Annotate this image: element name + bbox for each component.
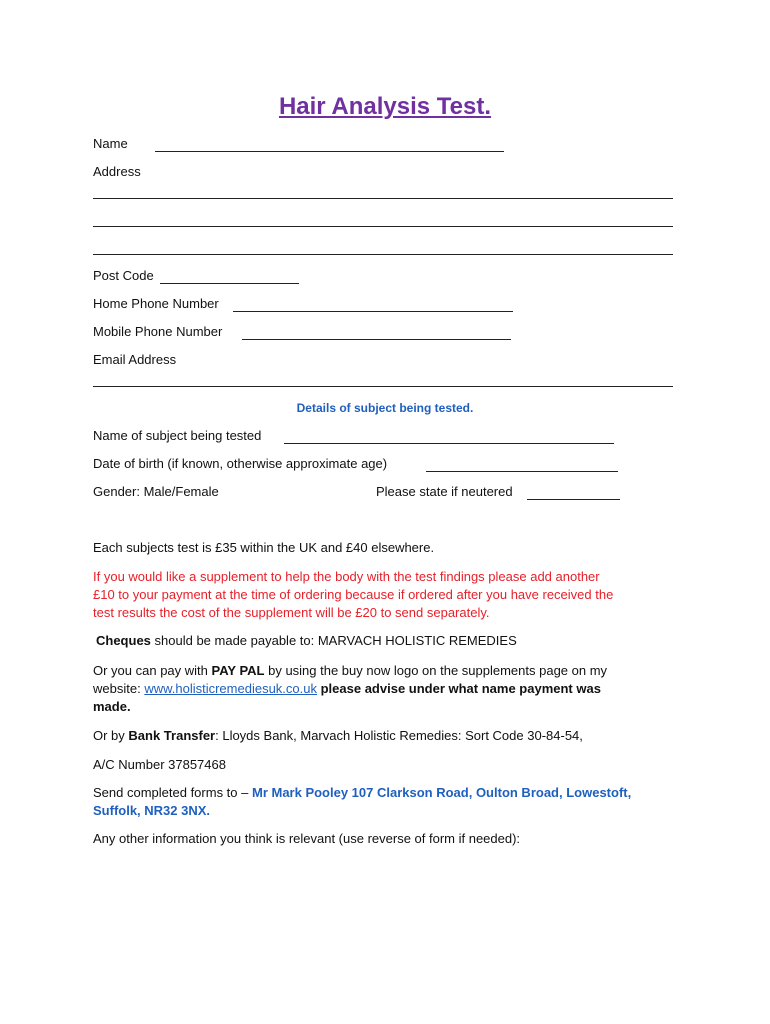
name-label: Name — [93, 136, 128, 151]
paypal-bold: PAY PAL — [211, 663, 265, 678]
bank-pre: Or by — [93, 728, 129, 743]
website-link[interactable]: www.holisticremediesuk.co.uk — [144, 681, 317, 696]
paypal-text — [93, 663, 607, 679]
bank-details: : Lloyds Bank, Marvach Holistic Remedies: Sort Code 30-84-54, — [215, 728, 583, 743]
postcode-label: Post Code — [93, 268, 154, 283]
page-title: Hair Analysis Test. — [278, 93, 492, 120]
address-label: Address — [93, 164, 141, 179]
send-forms-text — [93, 785, 631, 801]
paypal-pre: Or you can pay with — [93, 663, 212, 678]
neutered-label: Please state if neutered — [376, 484, 513, 499]
website-pre: website: — [93, 681, 145, 696]
mobile-phone-field-line[interactable] — [242, 339, 511, 340]
subject-heading: Details of subject being tested. — [296, 401, 474, 415]
email-label: Email Address — [93, 352, 177, 367]
cheques-payee: should be made payable to: MARVACH HOLISTIC REMEDIES — [150, 633, 517, 648]
gender-label: Gender: Male/Female — [93, 484, 219, 499]
website-text — [93, 681, 601, 697]
dob-label: Date of birth (if known, otherwise approximate age) — [93, 456, 388, 471]
home-phone-label: Home Phone Number — [93, 296, 219, 311]
dob-field-line[interactable] — [426, 471, 618, 472]
send-pre: Send completed forms to – — [93, 785, 252, 800]
cheques-bold: Cheques — [96, 633, 151, 648]
send-address-line-1: Mr Mark Pooley 107 Clarkson Road, Oulton Broad, Lowestoft, — [251, 785, 632, 800]
postcode-field-line[interactable] — [160, 283, 299, 284]
other-info-label: Any other information you think is relevant (use reverse of form if needed): — [93, 831, 521, 846]
paypal-post: by using the buy now logo on the supplements page on my — [264, 663, 608, 678]
bank-transfer-text — [93, 728, 583, 744]
payment-name-note-end: made. — [93, 699, 131, 714]
account-number-text: A/C Number 37857468 — [93, 757, 226, 772]
address-line-3[interactable] — [93, 254, 673, 255]
name-field-line[interactable] — [155, 151, 504, 152]
address-line-1[interactable] — [93, 198, 673, 199]
subject-name-label: Name of subject being tested — [93, 428, 262, 443]
price-text: Each subjects test is £35 within the UK and £40 elsewhere. — [93, 540, 435, 555]
email-field-line[interactable] — [93, 386, 673, 387]
cheques-text — [96, 633, 517, 649]
address-line-2[interactable] — [93, 226, 673, 227]
subject-name-field-line[interactable] — [284, 443, 614, 444]
payment-name-note: please advise under what name payment was — [317, 681, 601, 696]
mobile-phone-label: Mobile Phone Number — [93, 324, 223, 339]
neutered-field-line[interactable] — [527, 499, 620, 500]
send-address-line-2: Suffolk, NR32 3NX. — [93, 803, 211, 818]
supplement-text-line-2: £10 to your payment at the time of ordering because if ordered after you have received the — [93, 587, 614, 602]
supplement-text-line-3: test results the cost of the supplement will be £20 to send separately. — [93, 605, 490, 620]
supplement-text-line-1: If you would like a supplement to help the body with the test findings please add another — [93, 569, 600, 584]
bank-transfer-bold: Bank Transfer — [128, 728, 216, 743]
home-phone-field-line[interactable] — [233, 311, 513, 312]
